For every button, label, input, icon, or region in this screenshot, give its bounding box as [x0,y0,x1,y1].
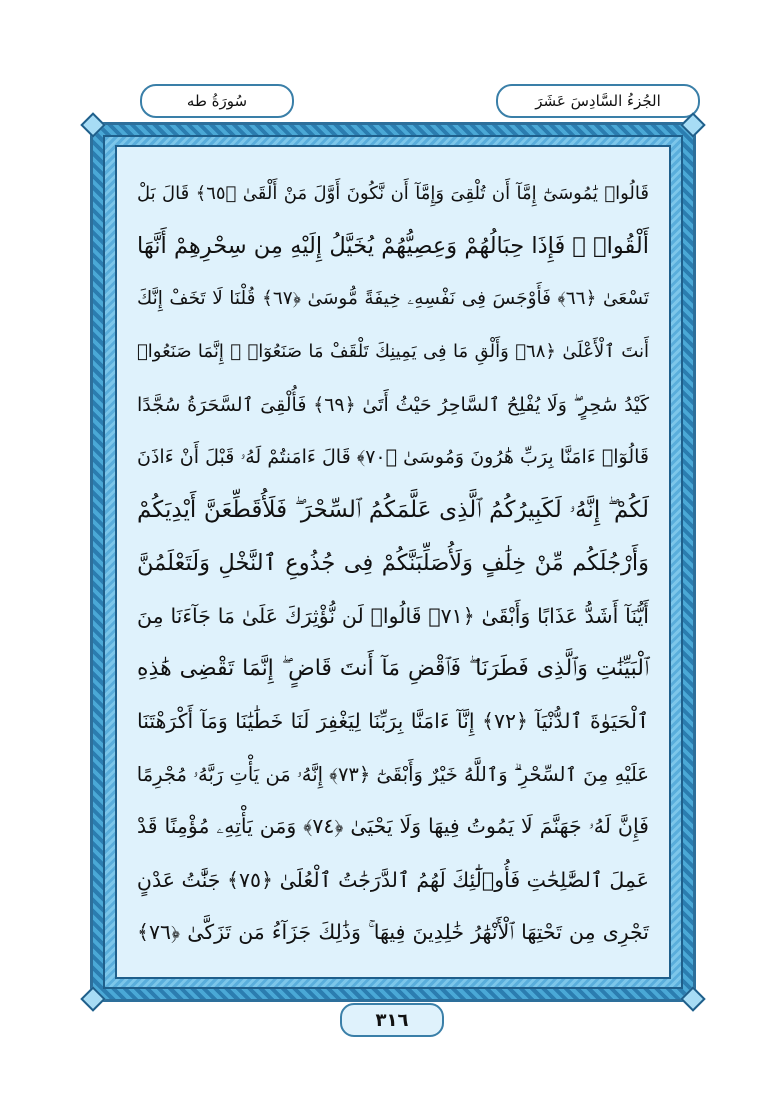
verse-line: قَالُوا۟ يَٰمُوسَىٰٓ إِمَّآ أَن تُلْقِىَ وَإِمَّآ أَن نَّكُونَ أَوَّلَ مَنْ أَلْقَىٰ ﴿٦٥﴾ قَالَ بَلْ [137,182,649,204]
verse-line: وَأَرْجُلَكُم مِّنْ خِلَٰفٍ وَلَأُصَلِّبَنَّكُمْ فِى جُذُوعِ ٱلنَّخْلِ وَلَتَعْلَمُنَّ [137,549,649,576]
corner-ornament-icon [680,986,705,1011]
page-header [100,80,700,122]
page-number: ٣١٦ [340,1003,444,1037]
verse-line: عَلَيْهِ مِنَ ٱلسِّحْرِ ۗ وَٱللَّهُ خَيْرٌ وَأَبْقَىٰٓ ﴿٧٣﴾ إِنَّهُۥ مَن يَأْتِ رَبَّهُۥ مُجْرِمًا [136,762,649,786]
verse-line: أَنتَ ٱلْأَعْلَىٰ ﴿٦٨﴾ وَأَلْقِ مَا فِى يَمِينِكَ تَلْقَفْ مَا صَنَعُوٓا۟ ۖ إِنَّمَا صَنَعُوا۟ [137,341,649,363]
verse-line: ٱلْحَيَوٰةَ ٱلدُّنْيَآ ﴿٧٢﴾ إِنَّآ ءَامَنَّا بِرَبِّنَا لِيَغْفِرَ لَنَا خَطَٰيَٰنَا وَمَآ أَكْرَهْتَنَا [137,709,649,734]
verse-line: عَمِلَ ٱلصَّٰلِحَٰتِ فَأُو۟لَٰٓئِكَ لَهُمُ ٱلدَّرَجَٰتُ ٱلْعُلَىٰ ﴿٧٥﴾ جَنَّٰتُ عَدْنٍ [136,867,649,892]
verse-line: أَلْقُوا۟ ۖ فَإِذَا حِبَالُهُمْ وَعِصِيُّهُمْ يُخَيَّلُ إِلَيْهِ مِن سِحْرِهِمْ أَنَّهَا [137,233,649,260]
verse-line: ٱلْبَيِّنَٰتِ وَٱلَّذِى فَطَرَنَا ۖ فَٱقْضِ مَآ أَنتَ قَاضٍ ۖ إِنَّمَا تَقْضِى هَٰذِهِ [137,656,649,682]
juz-label: الجُزءُ السَّادِسَ عَشَرَ [496,84,700,118]
surah-name-label: سُورَةُ طه [140,84,294,118]
verse-line: كَيْدُ سَٰحِرٍ ۖ وَلَا يُفْلِحُ ٱلسَّاحِرُ حَيْثُ أَتَىٰ ﴿٦٩﴾ فَأُلْقِىَ ٱلسَّحَرَةُ سُجَّدًا [137,393,649,416]
verse-line: قَالُوٓا۟ ءَامَنَّا بِرَبِّ هَٰرُونَ وَمُوسَىٰ ﴿٧٠﴾ قَالَ ءَامَنتُمْ لَهُۥ قَبْلَ أَنْ ءَاذَنَ [137,446,649,469]
verse-line: تَسْعَىٰ ﴿٦٦﴾ فَأَوْجَسَ فِى نَفْسِهِۦ خِيفَةً مُّوسَىٰ ﴿٦٧﴾ قُلْنَا لَا تَخَفْ إِنَّكَ [137,288,649,310]
verse-line: أَيُّنَآ أَشَدُّ عَذَابًا وَأَبْقَىٰ ﴿٧١﴾ قَالُوا۟ لَن نُّؤْثِرَكَ عَلَىٰ مَا جَآءَنَا مِنَ [137,603,649,628]
corner-ornament-icon [80,986,105,1011]
verse-line: تَجْرِى مِن تَحْتِهَا ٱلْأَنْهَٰرُ خَٰلِدِينَ فِيهَا ۚ وَذَٰلِكَ جَزَآءُ مَن تَزَكَّىٰ ﴿٧٦﴾ [137,920,649,945]
verse-line: لَكُمْ ۖ إِنَّهُۥ لَكَبِيرُكُمُ ٱلَّذِى عَلَّمَكُمُ ٱلسِّحْرَ ۖ فَلَأُقَطِّعَنَّ أَيْدِيَكُمْ [137,497,649,524]
verse-line: فَإِنَّ لَهُۥ جَهَنَّمَ لَا يَمُوتُ فِيهَا وَلَا يَحْيَىٰ ﴿٧٤﴾ وَمَن يَأْتِهِۦ مُؤْمِنًا قَدْ [137,814,649,839]
ornamental-frame [90,122,696,1002]
verse-text-panel [115,145,671,979]
